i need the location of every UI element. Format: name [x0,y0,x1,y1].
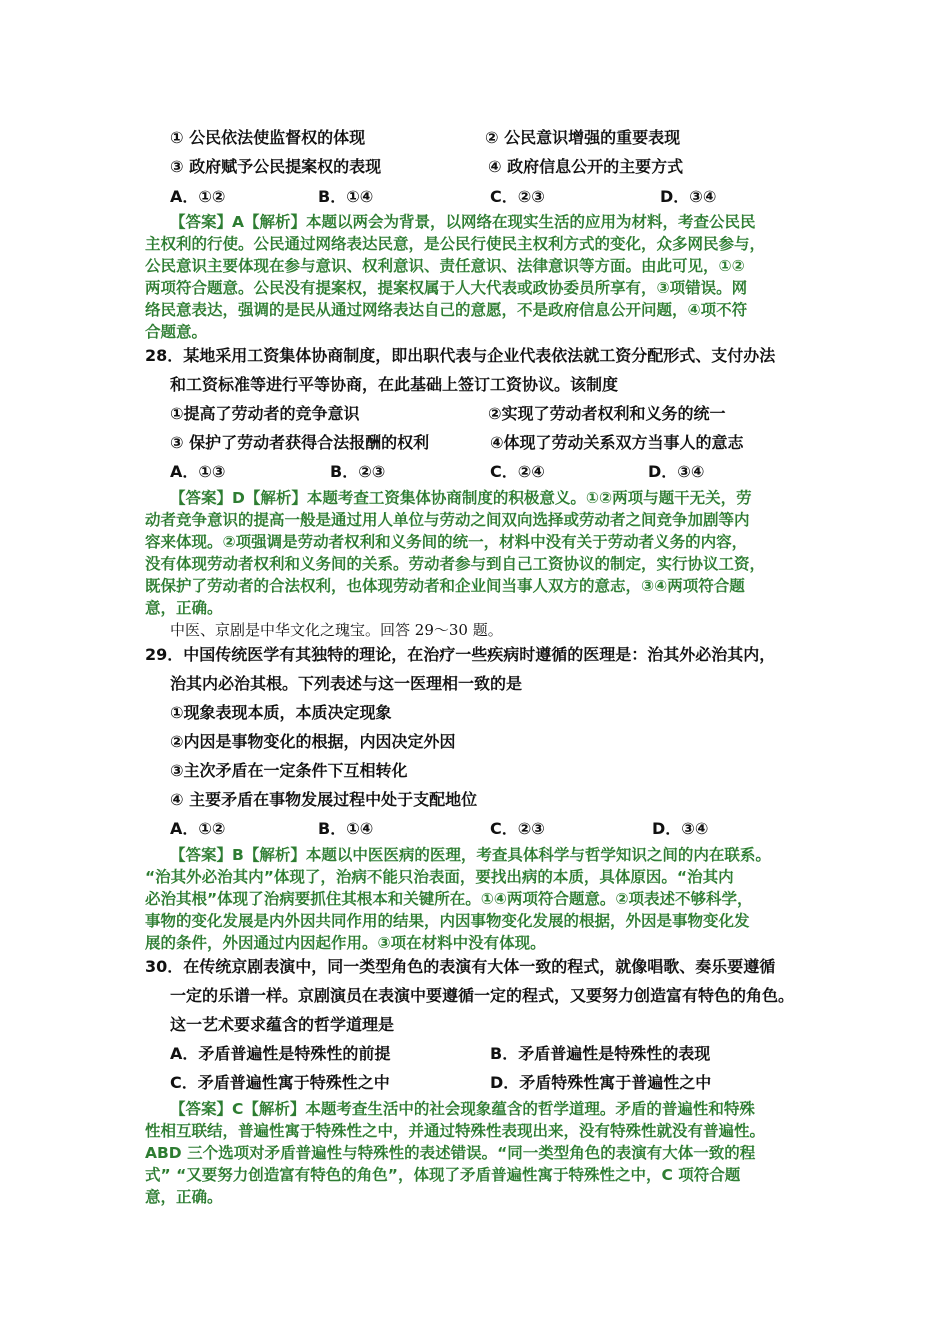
q28-answer-line: 【答案】D【解析】本题考查工资集体协商制度的积极意义。①②两项与题干无关，劳 [170,489,752,507]
q28-choice-c: C．②④ [490,462,545,481]
q29-answer-line: 【答案】B【解析】本题以中医医病的医理，考查具体科学与哲学知识之间的内在联系。 [170,846,771,864]
q28-answer-line: 容来体现。②项强调是劳动者权利和义务间的统一，材料中没有关于劳动者义务的内容， [145,533,748,551]
q29-stem-line: 治其内必治其根。下列表述与这一医理相一致的是 [170,674,523,693]
q29-stem-line: 29．中国传统医学有其独特的理论，在治疗一些疾病时遵循的医理是：治其外必治其内， [145,645,776,664]
q27-answer-line: 主权利的行使。公民通过网络表达民意，是公民行使民主权利方式的变化，众多网民参与， [145,235,766,253]
q29-answer-line: “治其外必治其内”体现了，治病不能只治表面，要找出病的本质，具体原因。“治其内 [145,868,734,886]
q27-option-2: ② 公民意识增强的重要表现 [485,128,681,147]
q29-choice-c: C．②③ [490,819,545,838]
q28-answer-line: 既保护了劳动者的合法权利，也体现劳动者和企业间当事人双方的意志，③④两项符合题 [145,577,745,595]
q30-choice-b: B．矛盾普遍性是特殊性的表现 [490,1044,711,1063]
q29-option-4: ④ 主要矛盾在事物发展过程中处于支配地位 [170,790,478,809]
q28-option-1: ①提高了劳动者的竞争意识 [170,404,360,423]
q28-answer-line: 没有体现劳动者权利和义务间的关系。劳动者参与到自己工资协议的制定，实行协议工资， [145,555,766,573]
q30-choice-d: D．矛盾特殊性寓于普遍性之中 [490,1073,712,1092]
q28-answer-line: 意，正确。 [145,599,223,617]
q27-option-4: ④ 政府信息公开的主要方式 [488,157,684,176]
q29-answer-line: 事物的变化发展是内外因共同作用的结果，内因事物变化发展的根据，外因是事物变化发 [145,912,750,930]
q27-answer-line: 【答案】A【解析】本题以两会为背景，以网络在现实生活的应用为材料，考查公民民 [170,213,756,231]
q29-choice-a: A．①② [170,819,226,838]
q27-answer-line: 络民意表达，强调的是民从通过网络表达自己的意愿，不是政府信息公开问题，④项不符 [145,301,748,319]
q27-answer-line: 合题意。 [145,323,208,341]
q29-choice-b: B．①④ [318,819,374,838]
q29-option-2: ②内因是事物变化的根据，内因决定外因 [170,732,456,751]
q27-choice-c: C．②③ [490,187,545,206]
q29-option-3: ③主次矛盾在一定条件下互相转化 [170,761,408,780]
q30-choice-a: A．矛盾普遍性是特殊性的前提 [170,1044,391,1063]
q30-answer-line: 式” “又要努力创造富有特色的角色”，体现了矛盾普遍性寓于特殊性之中，C 项符合题 [145,1166,741,1184]
q28-option-3: ③ 保护了劳动者获得合法报酬的权利 [170,433,430,452]
q28-stem-line: 和工资标准等进行平等协商，在此基础上签订工资协议。该制度 [170,375,619,394]
q27-option-1: ① 公民依法使监督权的体现 [170,128,366,147]
q27-answer-line: 公民意识主要体现在参与意识、权利意识、责任意识、法律意识等方面。由此可见，①② [145,257,745,275]
q30-choice-c: C．矛盾普遍性寓于特殊性之中 [170,1073,390,1092]
q30-answer-line: 意，正确。 [145,1188,223,1206]
q29-choice-d: D．③④ [652,819,709,838]
q28-choice-a: A．①③ [170,462,226,481]
q30-answer-line: ABD 三个选项对矛盾普遍性与特殊性的表述错误。“同一类型角色的表演有大体一致的程 [145,1144,756,1162]
q28-choice-d: D．③④ [648,462,705,481]
q29-answer-line: 展的条件，外因通过内因起作用。③项在材料中没有体现。 [145,934,546,952]
q30-answer-line: 【答案】C【解析】本题考查生活中的社会现象蕴含的哲学道理。矛盾的普遍性和特殊 [170,1100,755,1118]
q28-option-2: ②实现了劳动者权利和义务的统一 [488,404,726,423]
q28-option-4: ④体现了劳动关系双方当事人的意志 [490,433,744,452]
q27-answer-line: 两项符合题意。公民没有提案权，提案权属于人大代表或政协委员所享有，③项错误。网 [145,279,748,297]
q27-choice-b: B．①④ [318,187,374,206]
q29-answer-line: 必治其根”体现了治病要抓住其根本和关键所在。①④两项符合题意。②项表述不够科学， [145,890,753,908]
q29-option-1: ①现象表现本质，本质决定现象 [170,703,392,722]
q27-option-3: ③ 政府赋予公民提案权的表现 [170,157,382,176]
q30-stem-line: 30．在传统京剧表演中，同一类型角色的表演有大体一致的程式，就像唱歌、奏乐要遵循 [145,957,776,976]
q30-answer-line: 性相互联结，普遍性寓于特殊性之中，并通过特殊性表现出来，没有特殊性就没有普遍性。 [145,1122,766,1140]
q28-stem-line: 28．某地采用工资集体协商制度，即出职代表与企业代表依法就工资分配形式、支付办法 [145,346,776,365]
q28-choice-b: B．②③ [330,462,386,481]
q28-answer-line: 动者竞争意识的提高一般是通过用人单位与劳动之间双向选择或劳动者之间竞争加剧等内 [145,511,750,529]
q30-stem-line: 这一艺术要求蕴含的哲学道理是 [170,1015,395,1034]
q27-choice-d: D．③④ [660,187,717,206]
q30-stem-line: 一定的乐谱一样。京剧演员在表演中要遵循一定的程式，又要努力创造富有特色的角色。 [170,986,795,1005]
q27-choice-a: A．①② [170,187,226,206]
section-intro: 中医、京剧是中华文化之瑰宝。回答 29～30 题。 [170,621,503,639]
